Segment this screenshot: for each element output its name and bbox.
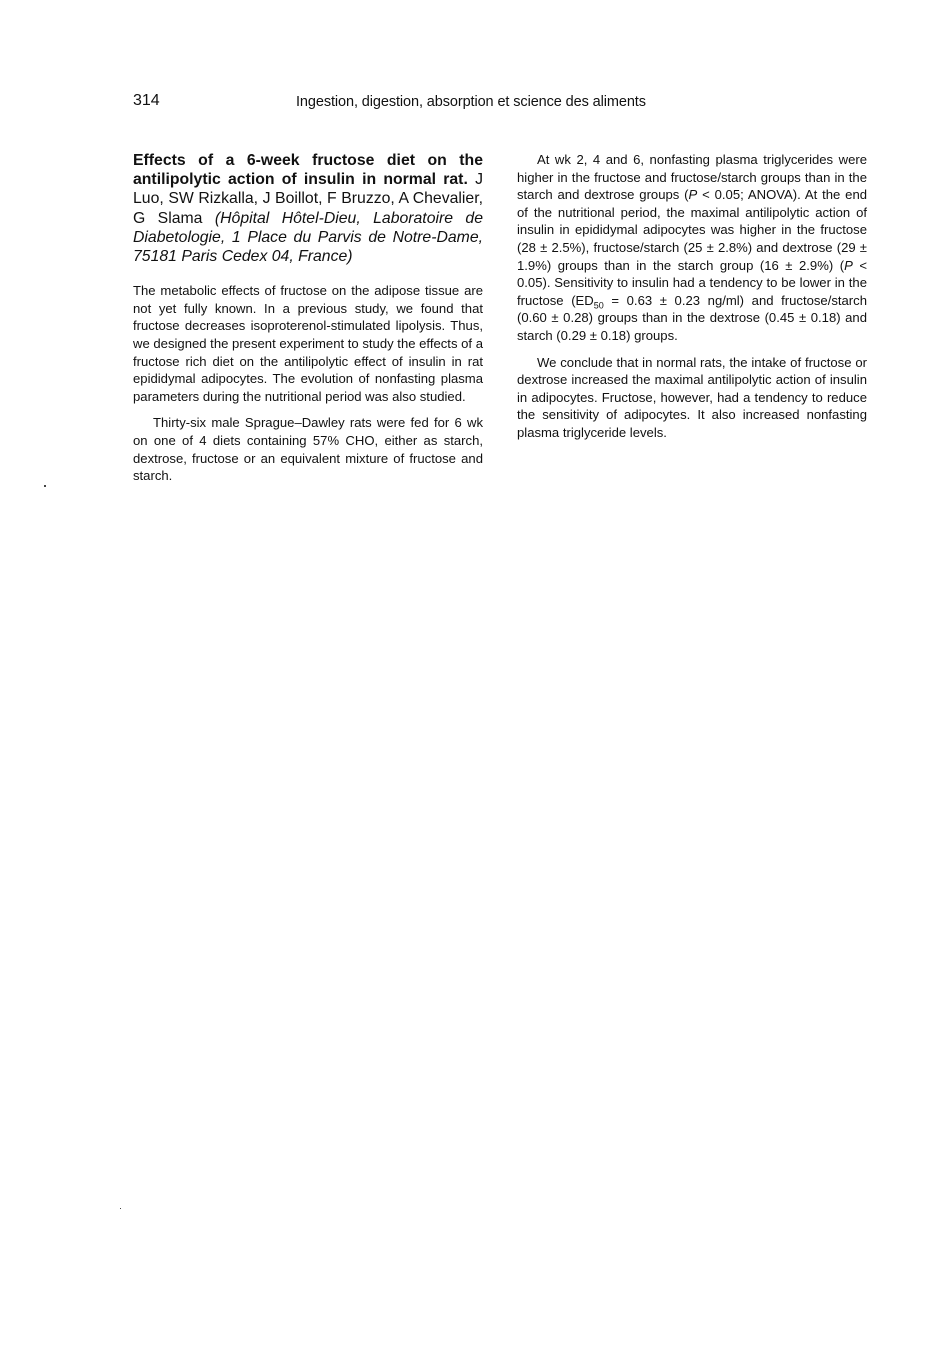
scan-speck [44,485,46,487]
right-column [517,151,867,442]
article-authors: J Luo, SW Rizkalla, J Boillot, F Bruzzo, A Chevalier, G Slama [133,171,483,227]
paragraph-introduction: The metabolic effects of fructose on the adipose tissue are not yet fully known. In a previous study, we found that fructose decreases isoproterenol-stimulated lipolysis. Thus, we designed the present experiment to study the effects of a fructose rich diet on the antilipolytic effect of insulin in rat epididymal adipocytes. The evolution of nonfasting plasma parameters during the nutritional period was also studied. [133,283,483,404]
paragraph-methods: Thirty-six male Sprague–Dawley rats were fed for 6 wk on one of 4 diets containing 57% CHO, either as starch, dextrose, fructose or an equivalent mixture of fructose and starch. [133,415,483,484]
paragraph-conclusion: We conclude that in normal rats, the intake of fructose or dextrose increased the maximal antilipolytic action of insulin in adipocytes. Fructose, however, had a tendency to reduce the sensitivity of adipocytes. It also increased nonfasting plasma triglyceride levels. [517,354,867,440]
article-heading [133,151,483,266]
page-header [133,92,868,116]
article-title: Effects of a 6-week fructose diet on the antilipolytic action of insulin in normal rat. [133,152,483,189]
scan-speck [120,1208,121,1209]
left-column [133,151,483,485]
paragraph-results: At wk 2, 4 and 6, nonfasting plasma triglycerides were higher in the fructose and fructose/starch groups than in the starch and dextrose groups (P < 0.05; ANOVA). At the end of the nutritional period, the maximal antilipolytic action of insulin in epididymal adipocytes was higher in the fructose (28 ± 2.5%), fructose/starch (25 ± 2.8%) and dextrose (29 ± 1.9%) groups than in the starch group (16 ± 2.9%) (P < 0.05). Sensitivity to insulin had a tendency to be lower in the fructose ($ED_{50} = 0.63 \pm 0.23$ ng/ml) and fructose/starch (0.60 ± 0.28) groups than in the dextrose (0.45 ± 0.18) and starch (0.29 ± 0.18) groups. [517,152,868,343]
article-affiliation: (Hôpital Hôtel-Dieu, Laboratoire de Diabetologie, 1 Place du Parvis de Notre-Dame, 75181 Paris Cedex 04, France) [133,209,484,266]
running-head: Ingestion, digestion, absorption et science des aliments [296,94,646,110]
page-number: 314 [133,92,160,109]
